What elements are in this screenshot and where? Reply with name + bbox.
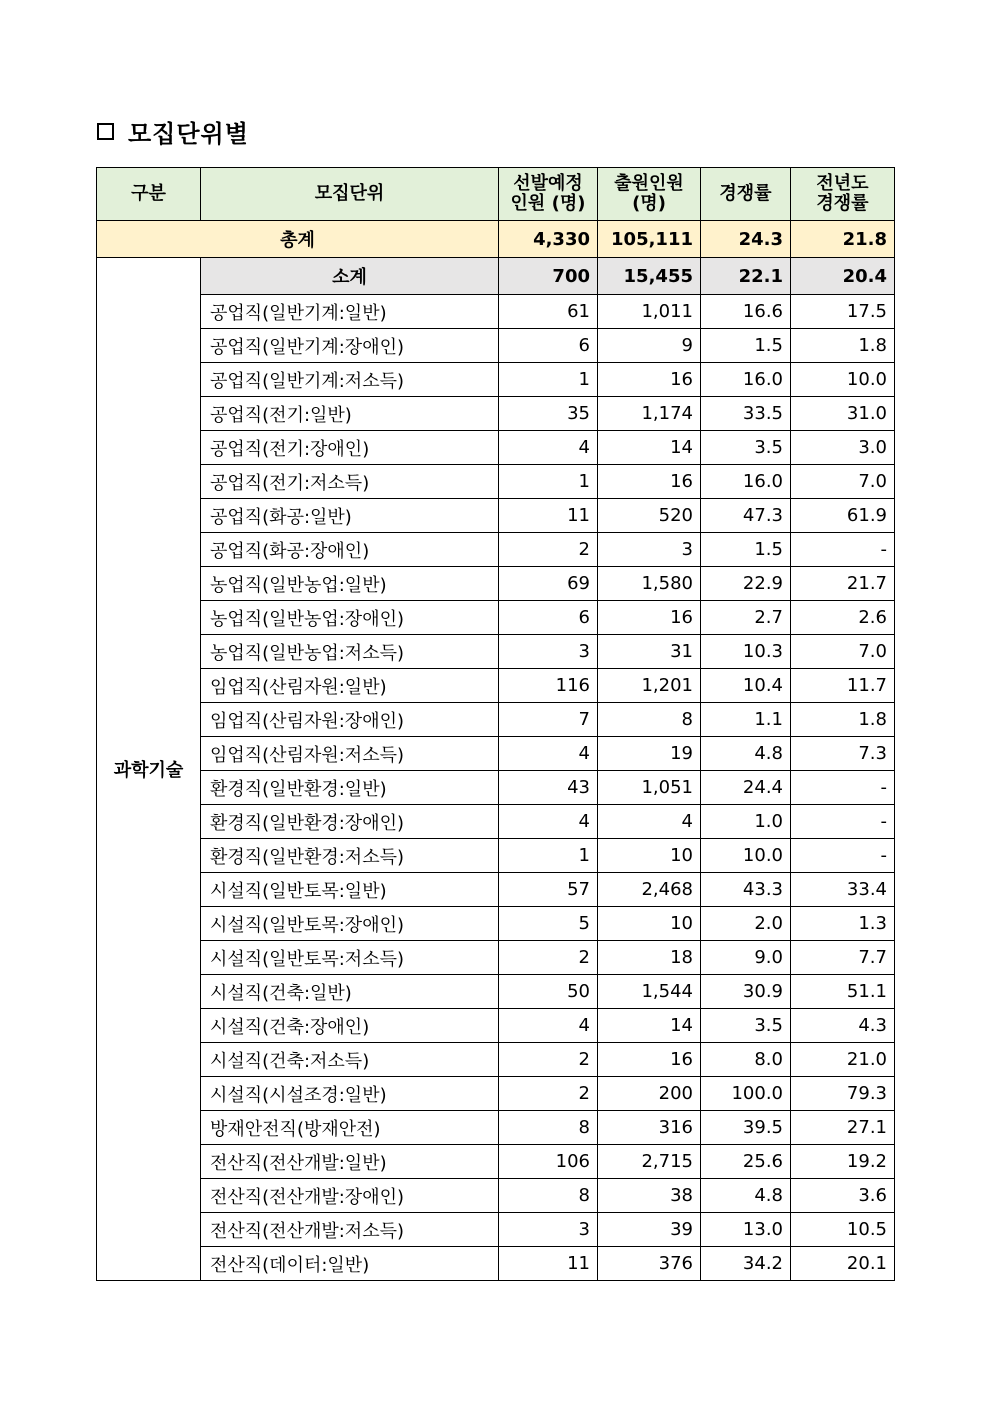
- cell-ratio: 10.4: [701, 669, 791, 703]
- cell-ratio: 1.0: [701, 805, 791, 839]
- cell-applicants: 200: [598, 1077, 701, 1111]
- header-row: [97, 168, 895, 221]
- cell-applicants: 16: [598, 465, 701, 499]
- cell-planned: 35: [499, 397, 598, 431]
- table-row: [97, 363, 895, 397]
- total-row: [97, 221, 895, 258]
- cell-ratio: 10.0: [701, 839, 791, 873]
- table-row: [97, 1145, 895, 1179]
- cell-unit: 전산직(전산개발:일반): [201, 1145, 499, 1179]
- header-applicants-line1: 출원인원: [614, 173, 684, 194]
- table-row: [97, 907, 895, 941]
- cell-prev: 79.3: [791, 1077, 895, 1111]
- cell-unit: 시설직(일반토목:장애인): [201, 907, 499, 941]
- header-applicants: [598, 168, 701, 221]
- header-ratio: 경쟁률: [701, 168, 791, 221]
- cell-unit: 방재안전직(방재안전): [201, 1111, 499, 1145]
- cell-prev: -: [791, 771, 895, 805]
- cell-prev: 7.3: [791, 737, 895, 771]
- cell-planned: 69: [499, 567, 598, 601]
- table-row: [97, 1247, 895, 1281]
- header-prev-line1: 전년도: [816, 173, 869, 194]
- cell-planned: 1: [499, 363, 598, 397]
- cell-ratio: 47.3: [701, 499, 791, 533]
- table-row: [97, 1077, 895, 1111]
- header-unit: 모집단위: [201, 168, 499, 221]
- cell-prev: 11.7: [791, 669, 895, 703]
- cell-applicants: 14: [598, 431, 701, 465]
- cell-planned: 3: [499, 635, 598, 669]
- cell-prev: 1.3: [791, 907, 895, 941]
- cell-applicants: 1,011: [598, 295, 701, 329]
- cell-ratio: 2.0: [701, 907, 791, 941]
- cell-prev: 3.0: [791, 431, 895, 465]
- cell-prev: 1.8: [791, 703, 895, 737]
- cell-applicants: 1,580: [598, 567, 701, 601]
- cell-applicants: 376: [598, 1247, 701, 1281]
- section-title-text: 모집단위별: [128, 120, 249, 148]
- cell-unit: 공업직(전기:장애인): [201, 431, 499, 465]
- cell-applicants: 38: [598, 1179, 701, 1213]
- cell-unit: 공업직(일반기계:장애인): [201, 329, 499, 363]
- table-row: [97, 805, 895, 839]
- header-applicants-line2: (명): [632, 193, 666, 214]
- cell-planned: 2: [499, 1077, 598, 1111]
- cell-prev: 33.4: [791, 873, 895, 907]
- cell-applicants: 1,544: [598, 975, 701, 1009]
- subtotal-prev: 20.4: [791, 258, 895, 295]
- cell-prev: 2.6: [791, 601, 895, 635]
- cell-ratio: 3.5: [701, 1009, 791, 1043]
- table-row: [97, 533, 895, 567]
- cell-unit: 시설직(일반토목:일반): [201, 873, 499, 907]
- section-title: [97, 114, 249, 149]
- table-row: [97, 737, 895, 771]
- table-row: [97, 771, 895, 805]
- table-row: [97, 295, 895, 329]
- cell-ratio: 22.9: [701, 567, 791, 601]
- cell-prev: 17.5: [791, 295, 895, 329]
- table-row: [97, 703, 895, 737]
- subtotal-ratio: 22.1: [701, 258, 791, 295]
- table-row: [97, 669, 895, 703]
- cell-prev: 27.1: [791, 1111, 895, 1145]
- cell-applicants: 8: [598, 703, 701, 737]
- table-row: [97, 635, 895, 669]
- cell-applicants: 19: [598, 737, 701, 771]
- cell-ratio: 1.5: [701, 329, 791, 363]
- subtotal-planned: 700: [499, 258, 598, 295]
- cell-applicants: 1,174: [598, 397, 701, 431]
- cell-ratio: 2.7: [701, 601, 791, 635]
- cell-prev: 20.1: [791, 1247, 895, 1281]
- cell-planned: 57: [499, 873, 598, 907]
- cell-applicants: 1,201: [598, 669, 701, 703]
- cell-unit: 농업직(일반농업:장애인): [201, 601, 499, 635]
- header-planned: [499, 168, 598, 221]
- cell-ratio: 1.5: [701, 533, 791, 567]
- cell-applicants: 16: [598, 1043, 701, 1077]
- cell-unit: 임업직(산림자원:장애인): [201, 703, 499, 737]
- cell-unit: 환경직(일반환경:일반): [201, 771, 499, 805]
- cell-ratio: 13.0: [701, 1213, 791, 1247]
- cell-applicants: 9: [598, 329, 701, 363]
- cell-unit: 농업직(일반농업:저소득): [201, 635, 499, 669]
- total-planned: 4,330: [499, 221, 598, 258]
- cell-prev: 61.9: [791, 499, 895, 533]
- checkbox-square-icon: [97, 123, 114, 140]
- table-row: [97, 975, 895, 1009]
- cell-unit: 공업직(화공:일반): [201, 499, 499, 533]
- cell-ratio: 9.0: [701, 941, 791, 975]
- cell-planned: 4: [499, 431, 598, 465]
- total-ratio: 24.3: [701, 221, 791, 258]
- cell-applicants: 2,468: [598, 873, 701, 907]
- cell-ratio: 39.5: [701, 1111, 791, 1145]
- table-row: [97, 1179, 895, 1213]
- cell-applicants: 1,051: [598, 771, 701, 805]
- cell-planned: 6: [499, 601, 598, 635]
- cell-planned: 5: [499, 907, 598, 941]
- table-row: [97, 397, 895, 431]
- cell-ratio: 25.6: [701, 1145, 791, 1179]
- cell-planned: 8: [499, 1179, 598, 1213]
- cell-unit: 공업직(전기:저소득): [201, 465, 499, 499]
- cell-planned: 61: [499, 295, 598, 329]
- header-planned-line2: 인원 (명): [510, 193, 586, 214]
- cell-ratio: 16.6: [701, 295, 791, 329]
- cell-ratio: 34.2: [701, 1247, 791, 1281]
- total-prev: 21.8: [791, 221, 895, 258]
- cell-planned: 4: [499, 737, 598, 771]
- cell-ratio: 30.9: [701, 975, 791, 1009]
- table-row: [97, 1043, 895, 1077]
- cell-applicants: 16: [598, 363, 701, 397]
- cell-ratio: 43.3: [701, 873, 791, 907]
- cell-unit: 시설직(건축:일반): [201, 975, 499, 1009]
- cell-prev: 21.7: [791, 567, 895, 601]
- cell-unit: 농업직(일반농업:일반): [201, 567, 499, 601]
- cell-planned: 4: [499, 805, 598, 839]
- cell-unit: 환경직(일반환경:저소득): [201, 839, 499, 873]
- cell-planned: 1: [499, 839, 598, 873]
- cell-planned: 7: [499, 703, 598, 737]
- cell-applicants: 520: [598, 499, 701, 533]
- cell-ratio: 10.3: [701, 635, 791, 669]
- cell-planned: 3: [499, 1213, 598, 1247]
- cell-applicants: 16: [598, 601, 701, 635]
- table-row: [97, 941, 895, 975]
- cell-ratio: 3.5: [701, 431, 791, 465]
- cell-planned: 1: [499, 465, 598, 499]
- subtotal-applicants: 15,455: [598, 258, 701, 295]
- cell-planned: 43: [499, 771, 598, 805]
- cell-applicants: 3: [598, 533, 701, 567]
- header-category: 구분: [97, 168, 201, 221]
- cell-unit: 시설직(건축:저소득): [201, 1043, 499, 1077]
- cell-prev: -: [791, 839, 895, 873]
- cell-prev: 7.7: [791, 941, 895, 975]
- cell-ratio: 24.4: [701, 771, 791, 805]
- recruitment-table: [96, 167, 895, 1281]
- table-row: [97, 499, 895, 533]
- cell-prev: -: [791, 805, 895, 839]
- cell-prev: 7.0: [791, 465, 895, 499]
- table-row: [97, 431, 895, 465]
- cell-unit: 공업직(일반기계:저소득): [201, 363, 499, 397]
- header-prev-line2: 경쟁률: [816, 193, 869, 214]
- cell-unit: 임업직(산림자원:저소득): [201, 737, 499, 771]
- cell-planned: 8: [499, 1111, 598, 1145]
- cell-planned: 4: [499, 1009, 598, 1043]
- cell-planned: 2: [499, 1043, 598, 1077]
- cell-planned: 106: [499, 1145, 598, 1179]
- table-row: [97, 329, 895, 363]
- cell-planned: 2: [499, 533, 598, 567]
- cell-planned: 6: [499, 329, 598, 363]
- subtotal-label: 소계: [201, 258, 499, 295]
- table-row: [97, 839, 895, 873]
- cell-planned: 50: [499, 975, 598, 1009]
- cell-applicants: 316: [598, 1111, 701, 1145]
- cell-prev: 10.0: [791, 363, 895, 397]
- table-row: [97, 873, 895, 907]
- cell-prev: 4.3: [791, 1009, 895, 1043]
- cell-unit: 시설직(일반토목:저소득): [201, 941, 499, 975]
- cell-prev: 19.2: [791, 1145, 895, 1179]
- cell-unit: 공업직(일반기계:일반): [201, 295, 499, 329]
- table-row: [97, 1111, 895, 1145]
- cell-ratio: 100.0: [701, 1077, 791, 1111]
- cell-unit: 임업직(산림자원:일반): [201, 669, 499, 703]
- header-planned-line1: 선발예정: [513, 173, 583, 194]
- table-row: [97, 567, 895, 601]
- table-row: [97, 601, 895, 635]
- cell-unit: 전산직(전산개발:장애인): [201, 1179, 499, 1213]
- table-row: [97, 465, 895, 499]
- cell-ratio: 33.5: [701, 397, 791, 431]
- cell-unit: 공업직(전기:일반): [201, 397, 499, 431]
- cell-prev: 7.0: [791, 635, 895, 669]
- cell-unit: 환경직(일반환경:장애인): [201, 805, 499, 839]
- cell-unit: 시설직(시설조경:일반): [201, 1077, 499, 1111]
- subtotal-row: [97, 258, 895, 295]
- cell-ratio: 4.8: [701, 1179, 791, 1213]
- cell-applicants: 10: [598, 907, 701, 941]
- cell-prev: 31.0: [791, 397, 895, 431]
- cell-applicants: 2,715: [598, 1145, 701, 1179]
- cell-applicants: 31: [598, 635, 701, 669]
- cell-planned: 11: [499, 1247, 598, 1281]
- cell-ratio: 1.1: [701, 703, 791, 737]
- cell-unit: 공업직(화공:장애인): [201, 533, 499, 567]
- cell-applicants: 4: [598, 805, 701, 839]
- total-label: 총계: [97, 221, 499, 258]
- cell-prev: 1.8: [791, 329, 895, 363]
- cell-prev: 10.5: [791, 1213, 895, 1247]
- cell-unit: 시설직(건축:장애인): [201, 1009, 499, 1043]
- cell-prev: 51.1: [791, 975, 895, 1009]
- header-prev-ratio: [791, 168, 895, 221]
- cell-planned: 2: [499, 941, 598, 975]
- cell-planned: 11: [499, 499, 598, 533]
- cell-unit: 전산직(데이터:일반): [201, 1247, 499, 1281]
- cell-applicants: 14: [598, 1009, 701, 1043]
- cell-applicants: 18: [598, 941, 701, 975]
- cell-ratio: 16.0: [701, 363, 791, 397]
- cell-applicants: 39: [598, 1213, 701, 1247]
- category-cell: 과학기술: [97, 258, 201, 1281]
- table-row: [97, 1213, 895, 1247]
- cell-ratio: 8.0: [701, 1043, 791, 1077]
- cell-ratio: 16.0: [701, 465, 791, 499]
- cell-prev: -: [791, 533, 895, 567]
- table-row: [97, 1009, 895, 1043]
- cell-unit: 전산직(전산개발:저소득): [201, 1213, 499, 1247]
- cell-prev: 21.0: [791, 1043, 895, 1077]
- cell-prev: 3.6: [791, 1179, 895, 1213]
- cell-applicants: 10: [598, 839, 701, 873]
- cell-ratio: 4.8: [701, 737, 791, 771]
- cell-planned: 116: [499, 669, 598, 703]
- total-applicants: 105,111: [598, 221, 701, 258]
